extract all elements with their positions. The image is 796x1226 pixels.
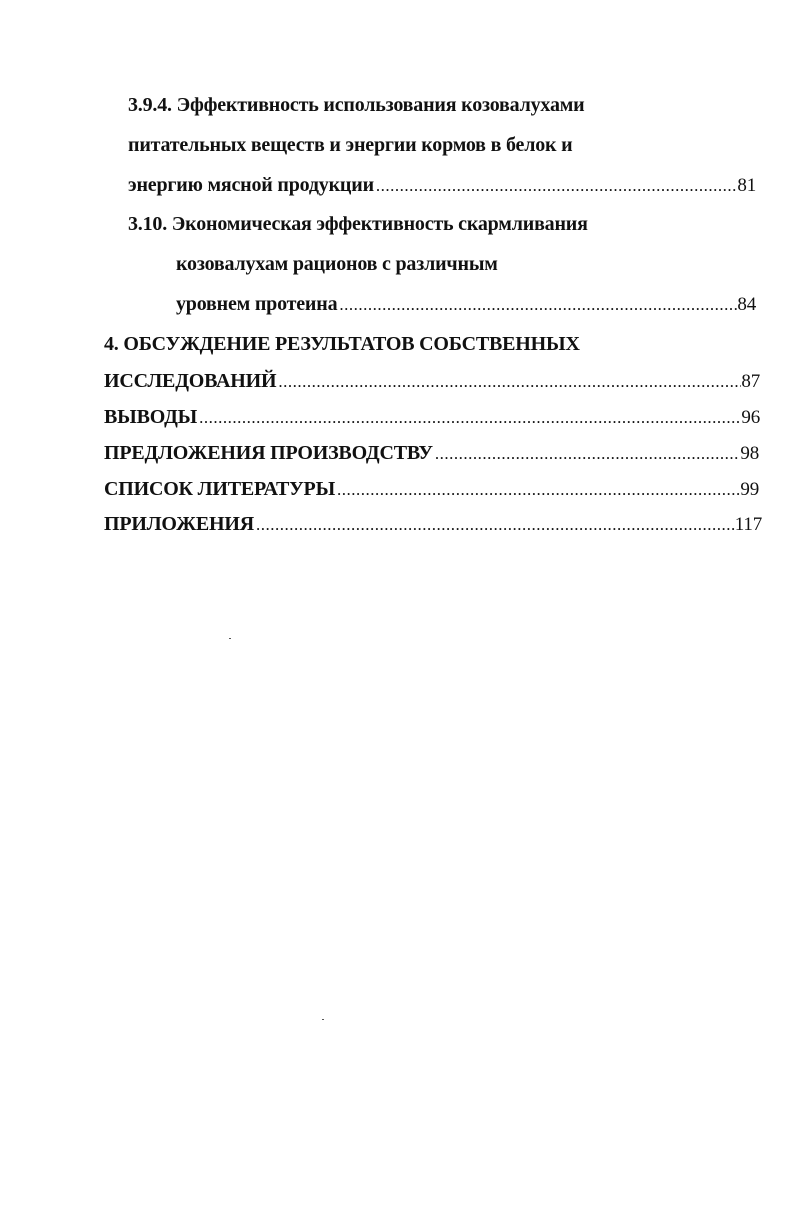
toc-entry-3-9-4[interactable] [128, 171, 756, 199]
page-number: 96 [741, 407, 760, 428]
toc-entry-3-10-line-1: 3.10. Экономическая эффективность скармливания [128, 213, 588, 235]
page-number: 87 [741, 371, 760, 392]
scan-speck [322, 1019, 324, 1020]
toc-entry-4[interactable] [104, 367, 760, 395]
toc-entry-3-9-4-line-1: 3.9.4. Эффективность использования козовалухами [128, 94, 585, 116]
toc-entry-3-10-line-3: уровнем протеина [176, 293, 338, 315]
toc-entry-references[interactable] [104, 475, 759, 503]
dot-leader [337, 291, 737, 318]
page-number: 117 [734, 514, 762, 535]
toc-entry-4-line-2: ИССЛЕДОВАНИЙ [104, 370, 277, 392]
toc-entry-4-line-1: 4. ОБСУЖДЕНИЕ РЕЗУЛЬТАТОВ СОБСТВЕННЫХ [104, 333, 580, 355]
scan-speck [229, 638, 231, 639]
toc-entry-3-9-4-line-3: энергию мясной продукции [128, 174, 374, 196]
toc-entry-3-10[interactable] [176, 290, 756, 318]
toc-entry-3-9-4-line-2: питательных веществ и энергии кормов в белок и [128, 134, 573, 156]
dot-leader [374, 172, 737, 199]
toc-entry-label: ВЫВОДЫ [104, 406, 198, 428]
page-number: 98 [740, 443, 759, 464]
toc-entry-proposals[interactable] [104, 439, 759, 467]
toc-entry-appendices[interactable] [104, 510, 762, 538]
dot-leader [276, 368, 741, 395]
toc-entry-3-10-line-2: козовалухам рационов с различным [176, 253, 498, 275]
page-number: 84 [737, 294, 756, 315]
dot-leader [254, 511, 735, 538]
dot-leader [433, 440, 741, 467]
page-number: 99 [740, 479, 759, 500]
toc-entry-conclusions[interactable] [104, 403, 760, 431]
dot-leader [197, 404, 741, 431]
page-number: 81 [737, 175, 756, 196]
toc-entry-label: ПРЕДЛОЖЕНИЯ ПРОИЗВОДСТВУ [104, 442, 433, 464]
toc-entry-label: ПРИЛОЖЕНИЯ [104, 513, 254, 535]
dot-leader [335, 476, 740, 503]
toc-entry-label: СПИСОК ЛИТЕРАТУРЫ [104, 478, 336, 500]
